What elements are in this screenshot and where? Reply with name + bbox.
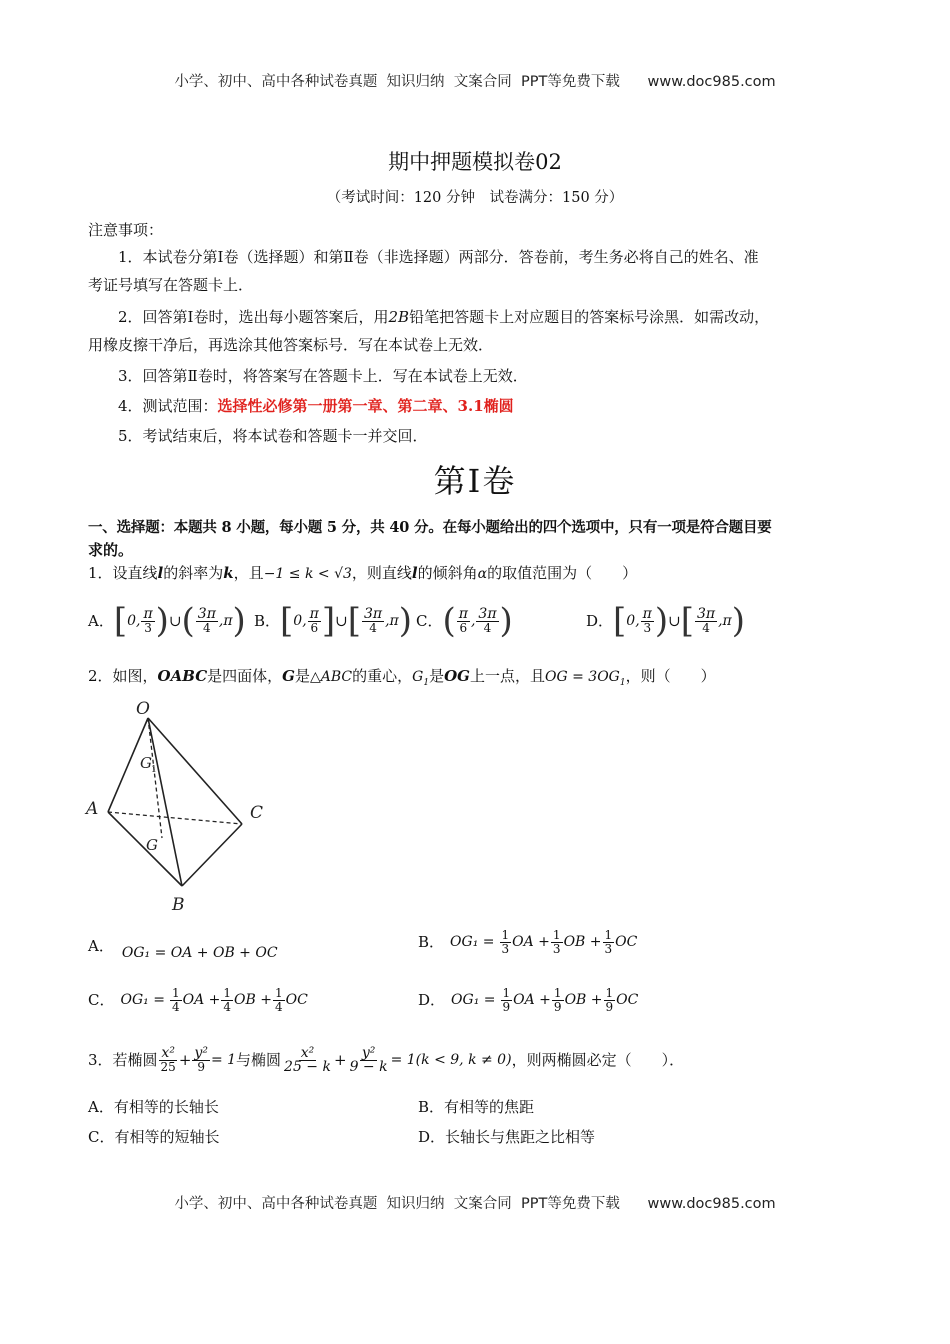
bracket-icon: [ [347, 601, 361, 641]
q2-option-c-label: C． [88, 991, 115, 1009]
q3-stem [88, 1038, 684, 1082]
notice-item1b: 考证号填写在答题卡上． [88, 276, 254, 294]
q2-b-ob: OB + [563, 934, 602, 950]
notice-item2b: 用橡皮擦干净后，再选涂其他答案标号．写在本试卷上无效． [88, 336, 494, 354]
q2-triangle: △ABC [310, 669, 353, 685]
num: 1 [604, 927, 613, 942]
q1-option-c[interactable] [416, 601, 586, 641]
den: 9 [197, 1059, 205, 1074]
q1-mid1: 的斜率为 [163, 564, 224, 582]
tetrahedron-figure [80, 696, 280, 916]
q1-d-cup: ∪ [668, 612, 681, 630]
bracket-icon: ] [321, 601, 336, 641]
q1-d-zero: 0, [626, 613, 640, 629]
q2-option-b-label: B． [418, 933, 445, 951]
num: 1 [502, 985, 511, 1000]
q3-condition: = 1(k < 9, k ≠ 0) [390, 1052, 512, 1068]
den: 25 − k [284, 1058, 331, 1075]
bracket-icon: [ [280, 601, 294, 641]
q2-c-og1: OG₁ = [120, 992, 165, 1008]
edge-cb [182, 824, 242, 886]
q2-mid3: 的重心， [352, 667, 413, 685]
den: 4 [203, 620, 211, 635]
q2-b-frac1 [500, 929, 512, 956]
paren-icon: ) [155, 601, 169, 641]
q1-a-frac1 [141, 605, 154, 635]
label-a: A [86, 799, 99, 819]
q1-option-d-label: D． [586, 612, 614, 630]
den: 9 [553, 999, 562, 1014]
q2-c-frac3 [273, 987, 285, 1014]
q1-stem [88, 561, 637, 586]
den: 9 − k [349, 1058, 388, 1075]
q2-g1-sub: 1 [423, 677, 430, 688]
notice-item3: 3．回答第Ⅱ卷时，将答案写在答题卡上．写在本试卷上无效． [118, 367, 528, 385]
q3-pre: 3．若椭圆 [88, 1051, 158, 1069]
q2-option-a[interactable] [88, 934, 278, 959]
exam-subtitle: （考试时间：120 分钟 试卷满分：150 分） [326, 190, 624, 206]
den: 4 [274, 999, 283, 1014]
bracket-icon: [ [113, 601, 128, 641]
notice-item2a-pre: 2．回答第Ⅰ卷时，选出每小题答案后，用 [118, 308, 389, 326]
label-o: O [136, 699, 150, 719]
q2-d-frac3 [604, 987, 616, 1014]
q3-option-b[interactable]: B．有相等的焦距 [418, 1098, 535, 1116]
q2-pre: 2．如图， [88, 667, 158, 685]
q2-c-frac2 [221, 987, 233, 1014]
den: 25 [160, 1059, 176, 1074]
q2-mid5: 上一点，且 [469, 667, 545, 685]
q1-d-frac2 [695, 605, 717, 635]
edge-ob [148, 718, 182, 886]
q1-mid3: ，则直线 [351, 564, 412, 582]
den: 4 [223, 999, 232, 1014]
notice-item4-scope: 选择性必修第一册第一章、第二章、3.1椭圆 [217, 397, 514, 415]
paren-icon: ) [232, 601, 246, 641]
label-g: G [146, 836, 158, 854]
q1-k: k [223, 564, 234, 582]
edge-ac-hidden [108, 812, 242, 824]
q1-b-frac1 [308, 605, 321, 635]
q1-a-frac2 [196, 605, 218, 635]
num: 1 [553, 985, 562, 1000]
q2-d-frac1 [501, 987, 513, 1014]
num: 3π [363, 605, 383, 622]
q3-frac-y1 [192, 1044, 210, 1074]
den: 4 [702, 620, 710, 635]
num: x² [300, 1044, 315, 1061]
q1-l2: l [411, 564, 418, 582]
den: 4 [171, 999, 180, 1014]
header-url[interactable]: www.doc985.com [647, 74, 776, 90]
num: π [458, 605, 468, 622]
paren-icon: ( [442, 601, 456, 641]
notice-item4 [118, 394, 514, 418]
q2-c-frac1 [170, 987, 182, 1014]
q1-c-frac1 [457, 605, 470, 635]
q2-rel-sub: 1 [619, 677, 626, 688]
q2-mid1: 是四面体， [207, 667, 283, 685]
q2-d-ob: OB + [564, 992, 603, 1008]
q1-option-b[interactable] [254, 601, 416, 641]
den: 4 [483, 620, 492, 635]
q2-c-oc: OC [285, 992, 308, 1008]
den: 3 [144, 620, 152, 635]
num: y² [361, 1044, 376, 1061]
q2-option-c[interactable] [88, 978, 308, 1022]
den: 6 [459, 620, 468, 635]
q3-option-d[interactable]: D．长轴长与焦距之比相等 [418, 1128, 596, 1146]
paren-icon: ) [654, 601, 669, 641]
q2-d-oa: OA + [513, 992, 551, 1008]
num: 3π [478, 605, 497, 622]
den: 6 [310, 620, 319, 635]
label-g1-sub: 1 [151, 765, 157, 775]
q1-l: l [157, 564, 164, 582]
q2-option-a-formula: OG₁ = OA + OB + OC [121, 945, 278, 961]
paren-icon: ) [731, 601, 745, 641]
section1-line1: 一、选择题：本题共 8 小题，每小题 5 分，共 40 分。在每小题给出的四个选项中，只有一项是符合题目要 [88, 519, 772, 536]
q1-c-frac2 [476, 605, 498, 635]
q3-frac-x2 [282, 1044, 333, 1075]
q1-option-a-label: A． [88, 612, 114, 630]
q2-b-oa: OA + [512, 934, 550, 950]
q2-post: ，则（ ） [625, 667, 716, 685]
section1-line2: 求的。 [88, 541, 134, 559]
num: π [309, 605, 319, 622]
q2-c-ob: OB + [234, 992, 272, 1008]
q1-alpha: α [477, 566, 488, 582]
notice-heading: 注意事项： [88, 221, 164, 239]
num: 3π [696, 605, 716, 622]
bracket-icon: [ [613, 601, 627, 641]
q1-b-pi: ,π [385, 613, 399, 629]
footer-url[interactable]: www.doc985.com [647, 1196, 776, 1212]
num: 3π [197, 605, 216, 622]
q1-b-frac2 [362, 605, 384, 635]
num: 1 [605, 985, 614, 1000]
label-g1: G [140, 754, 152, 772]
q2-mid4: 是 [429, 667, 445, 685]
q1-a-cup: ∪ [168, 612, 182, 630]
paren-icon: ) [398, 601, 412, 641]
q2-option-d-label: D． [418, 991, 446, 1009]
q2-b-og1: OG₁ = [450, 934, 495, 950]
q1-b-cup: ∪ [335, 612, 348, 630]
den: 9 [502, 999, 511, 1014]
q1-d-frac1 [641, 605, 654, 635]
edge-oc [148, 718, 242, 824]
notice-item5: 5．考试结束后，将本试卷和答题卡一并交回． [118, 427, 428, 445]
num: 1 [171, 985, 180, 1000]
q2-b-frac2 [551, 929, 563, 956]
q2-rel-text: OG = 3OG [545, 669, 620, 685]
exam-title: 期中押题模拟卷02 [388, 150, 562, 174]
q1-option-c-label: C． [416, 612, 443, 630]
header-text: 小学、初中、高中各种试卷真题 知识归纳 文案合同 PPT等免费下载 [174, 74, 620, 90]
notice-item2a [118, 305, 769, 329]
q1-mid2: ，且 [233, 564, 264, 582]
q2-g1 [412, 669, 430, 688]
q2-d-og1: OG₁ = [451, 992, 496, 1008]
q2-og: OG [444, 667, 470, 685]
part-title: 第Ⅰ卷 [433, 462, 517, 500]
q1-pre: 1．设直线 [88, 564, 158, 582]
q3-option-a[interactable]: A．有相等的长轴长 [88, 1098, 219, 1116]
q3-post: ，则两椭圆必定（ ）． [511, 1051, 685, 1069]
num: x² [161, 1044, 175, 1061]
q2-mid2: 是 [294, 667, 310, 685]
notice-item4-pre: 4．测试范围： [118, 397, 218, 415]
q2-g: G [282, 667, 295, 685]
edge-ab [108, 812, 182, 886]
q3-option-c[interactable]: C．有相等的短轴长 [88, 1128, 220, 1146]
q1-c-comma: , [470, 613, 476, 629]
q1-a-zero: 0, [127, 613, 141, 629]
num: 1 [274, 985, 283, 1000]
num: π [143, 605, 153, 622]
den: 3 [604, 941, 613, 956]
q2-d-frac2 [552, 987, 564, 1014]
footer-text: 小学、初中、高中各种试卷真题 知识归纳 文案合同 PPT等免费下载 [174, 1196, 620, 1212]
notice-item2a-em: 2B [388, 308, 410, 326]
q2-oabc: OABC [157, 667, 208, 685]
num: 1 [552, 927, 561, 942]
q1-b-zero: 0, [293, 613, 307, 629]
den: 4 [369, 620, 377, 635]
q1-option-b-label: B． [254, 612, 281, 630]
num: y² [194, 1044, 208, 1061]
q1-condition: −1 ≤ k < √3 [263, 566, 352, 582]
q1-option-a[interactable] [88, 601, 254, 641]
label-c: C [250, 803, 264, 823]
q2-b-oc: OC [615, 934, 638, 950]
q1-post: 的取值范围为（ ） [487, 564, 638, 582]
q2-c-oa: OA + [182, 992, 221, 1008]
q3-mid: 与椭圆 [236, 1051, 282, 1069]
den: 3 [552, 941, 561, 956]
num: π [642, 605, 652, 622]
den: 3 [501, 941, 510, 956]
paren-icon: ) [499, 601, 513, 641]
q3-frac-y2 [348, 1044, 390, 1075]
q2-b-frac3 [603, 929, 615, 956]
q1-option-d[interactable] [586, 601, 745, 641]
num: 1 [223, 985, 232, 1000]
q1-mid4: 的倾斜角 [417, 564, 478, 582]
label-b: B [172, 895, 185, 915]
q1-a-pi: ,π [218, 613, 233, 629]
q1-d-pi: ,π [718, 613, 732, 629]
notice-item1a: 1．本试卷分第Ⅰ卷（选择题）和第Ⅱ卷（非选择题）两部分．答卷前，考生务必将自己的姓名、准 [118, 248, 759, 266]
q2-option-b[interactable] [418, 920, 637, 964]
q2-option-a-label: A． [88, 937, 114, 955]
page-header [0, 70, 950, 91]
bracket-icon: [ [680, 601, 694, 641]
page-footer [0, 1192, 950, 1213]
den: 3 [643, 620, 652, 635]
q3-frac-x1 [159, 1044, 178, 1074]
q2-option-d[interactable] [418, 978, 638, 1022]
den: 9 [605, 999, 614, 1014]
q3-plus2: + [333, 1051, 347, 1069]
q2-relation [545, 669, 626, 688]
q3-plus1: + [178, 1051, 192, 1069]
q1-options [88, 598, 745, 644]
q2-g1-letter: G [412, 669, 424, 685]
q2-stem [88, 664, 716, 695]
paren-icon: ( [181, 601, 195, 641]
notice-item2a-post: 铅笔把答题卡上对应题目的答案标号涂黑．如需改动， [409, 308, 770, 326]
q2-d-oc: OC [616, 992, 639, 1008]
q3-eq1: = 1 [210, 1052, 237, 1068]
num: 1 [501, 927, 510, 942]
